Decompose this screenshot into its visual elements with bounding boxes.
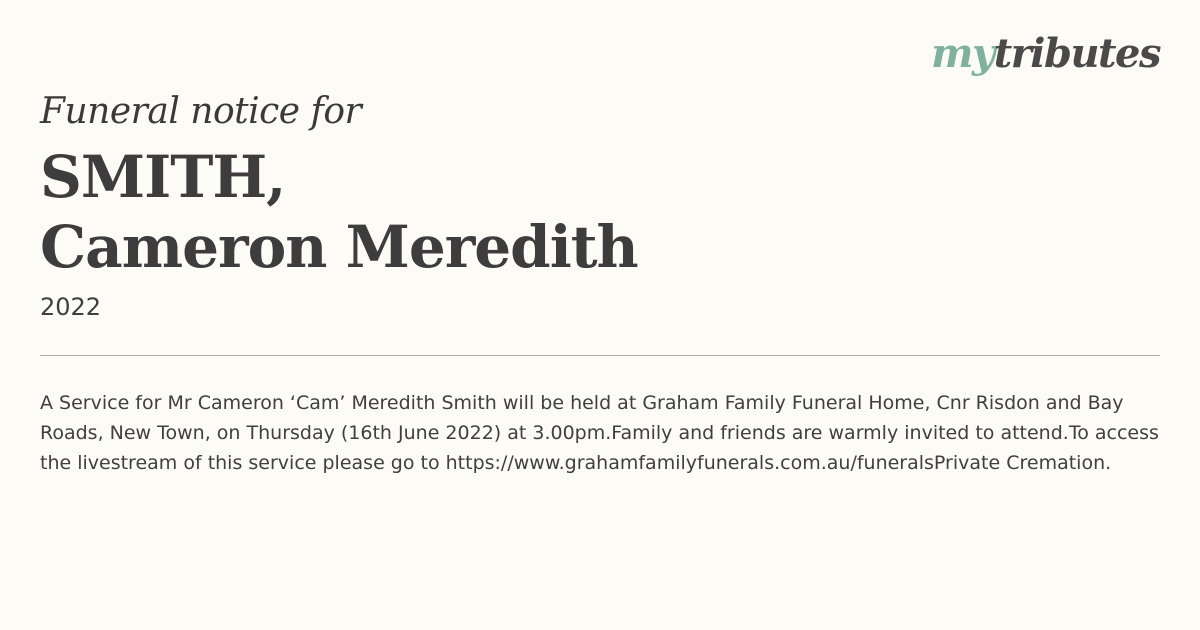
notice-body: A Service for Mr Cameron ‘Cam’ Meredith Smith will be held at Graham Family Funeral Home, Cnr Risdon and Bay Roads, New Town, on Thursday (16th June 2022) at 3.00pm.Family and friends are warmly invited to attend.To access the livestream of this service please go to https://www.grahamfamilyfunerals.com.au/funeralsPrivate Cremation. <box>40 392 1159 474</box>
notice-subtitle: Funeral notice for <box>40 91 362 132</box>
logo-part-my: my <box>931 30 994 77</box>
logo-part-tributes: tributes <box>993 30 1160 77</box>
divider <box>40 355 1160 356</box>
deceased-given-names: Cameron Meredith <box>40 213 638 281</box>
deceased-surname: SMITH, <box>40 143 286 211</box>
mytributes-logo[interactable] <box>931 30 1160 77</box>
notice-year: 2022 <box>40 293 102 321</box>
